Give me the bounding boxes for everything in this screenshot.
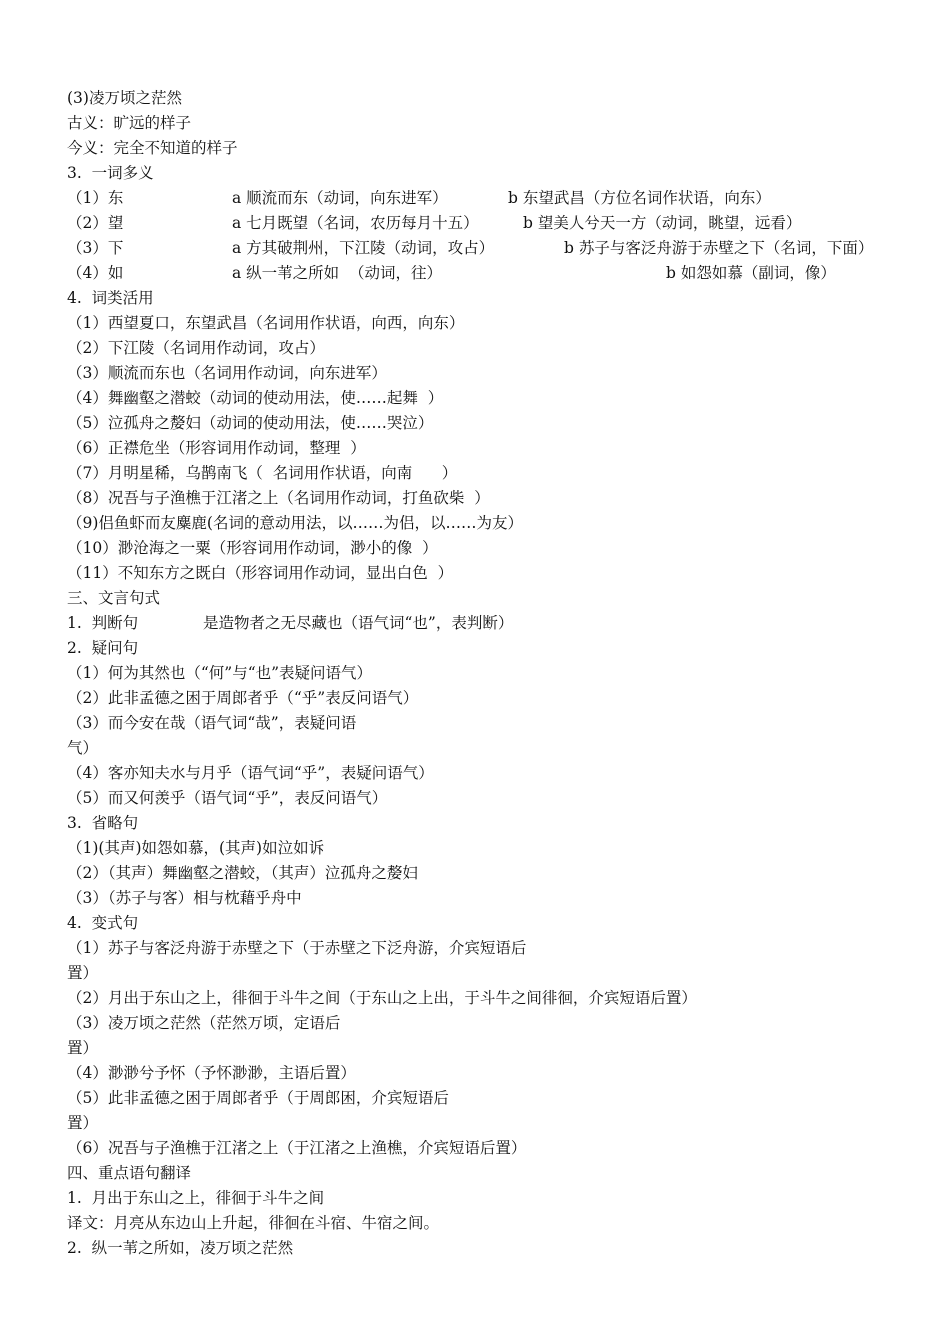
polysemy-sense-a: a 七月既望（名词，农历每月十五） <box>232 214 479 232</box>
polysemy-sense-b: b 望美人兮天一方（动词，眺望，远看） <box>523 214 802 232</box>
polysemy-sense-b: b 东望武昌（方位名词作状语，向东） <box>508 189 771 207</box>
text-line: （8）况吾与子渔樵于江渚之上（名词用作动词，打鱼砍柴 ） <box>67 489 490 507</box>
text-line: （1）西望夏口，东望武昌（名词用作状语，向西，向东） <box>67 314 465 332</box>
text-line: 置） <box>67 964 99 982</box>
text-line: (3)凌万顷之茫然 <box>67 89 182 107</box>
section-heading: 4. 变式句 <box>67 914 139 932</box>
text-line: 今义：完全不知道的样子 <box>67 139 238 157</box>
text-line: 1. 月出于东山之上，徘徊于斗牛之间 <box>67 1189 325 1207</box>
polysemy-sense-a: a 方其破荆州，下江陵（动词，攻占） <box>232 239 495 257</box>
text-line: （3）凌万顷之茫然（茫然万顷，定语后 <box>67 1014 341 1032</box>
section-heading: 3. 省略句 <box>67 814 139 832</box>
text-line: （6）况吾与子渔樵于江渚之上（于江渚之上渔樵，介宾短语后置） <box>67 1139 527 1157</box>
polysemy-sense-a: a 纵一苇之所如 （动词，往） <box>232 264 443 282</box>
text-line: （3）顺流而东也（名词用作动词，向东进军） <box>67 364 387 382</box>
text-line: （10）渺沧海之一粟（形容词用作动词，渺小的像 ） <box>67 539 438 557</box>
polysemy-word: （3）下 <box>67 239 124 257</box>
text-line: （2）此非孟德之困于周郎者乎（“乎”表反问语气） <box>67 689 419 707</box>
text-line: （2）（其声）舞幽壑之潜蛟，（其声）泣孤舟之嫠妇 <box>67 864 418 882</box>
text-line: （7）月明星稀，乌鹊南飞（ 名词用作状语，向南 ） <box>67 464 458 482</box>
section-heading: 3. 一词多义 <box>67 164 154 182</box>
text-line: （5）而又何羡乎（语气词“乎”，表反问语气） <box>67 789 388 807</box>
text-line: 置） <box>67 1114 99 1132</box>
polysemy-sense-b: b 苏子与客泛舟游于赤壁之下（名词，下面） <box>564 239 874 257</box>
text-line: （3）（苏子与客）相与枕藉乎舟中 <box>67 889 302 907</box>
text-line: 2. 纵一苇之所如，凌万顷之茫然 <box>67 1239 294 1257</box>
text-line: （5）此非孟德之困于周郎者乎（于周郎困，介宾短语后 <box>67 1089 449 1107</box>
text-line: （3）而今安在哉（语气词“哉”，表疑问语 <box>67 714 357 732</box>
section-heading: 三、文言句式 <box>67 589 161 607</box>
text-line: （9)侣鱼虾而友麋鹿(名词的意动用法，以……为侣，以……为友） <box>67 514 523 532</box>
text-line: （4）舞幽壑之潜蛟（动词的使动用法，使……起舞 ） <box>67 389 444 407</box>
polysemy-word: （2）望 <box>67 214 124 232</box>
text-line: 置） <box>67 1039 99 1057</box>
text-line: （4）渺渺兮予怀（予怀渺渺，主语后置） <box>67 1064 356 1082</box>
text-line: 译文：月亮从东边山上升起，徘徊在斗宿、牛宿之间。 <box>67 1214 440 1232</box>
section-heading: 4. 词类活用 <box>67 289 154 307</box>
section-heading: 四、重点语句翻译 <box>67 1164 192 1182</box>
text-line: （1）何为其然也（“何”与“也”表疑问语气） <box>67 664 373 682</box>
polysemy-sense-a: a 顺流而东（动词，向东进军） <box>232 189 448 207</box>
polysemy-sense-b: b 如怨如慕（副词，像） <box>666 264 836 282</box>
text-line: （1)(其声)如怨如慕，(其声)如泣如诉 <box>67 839 325 857</box>
section-heading: 1. 判断句 <box>67 614 139 632</box>
text-line: （11）不知东方之既白（形容词用作动词，显出白色 ） <box>67 564 454 582</box>
section-heading: 2. 疑问句 <box>67 639 139 657</box>
text-line: （5）泣孤舟之嫠妇（动词的使动用法，使……哭泣） <box>67 414 434 432</box>
polysemy-word: （4）如 <box>67 264 124 282</box>
text-line: （6）正襟危坐（形容词用作动词，整理 ） <box>67 439 366 457</box>
text-line: （1）苏子与客泛舟游于赤壁之下（于赤壁之下泛舟游，介宾短语后 <box>67 939 527 957</box>
text-line: 是造物者之无尽藏也（语气词“也”，表判断） <box>203 614 514 632</box>
text-line: （2）月出于东山之上，徘徊于斗牛之间（于东山之上出，于斗牛之间徘徊，介宾短语后置） <box>67 989 697 1007</box>
polysemy-word: （1）东 <box>67 189 124 207</box>
text-line: 气） <box>67 739 99 757</box>
text-line: （4）客亦知夫水与月乎（语气词“乎”，表疑问语气） <box>67 764 434 782</box>
text-line: 古义：旷远的样子 <box>67 114 192 132</box>
text-line: （2）下江陵（名词用作动词，攻占） <box>67 339 325 357</box>
